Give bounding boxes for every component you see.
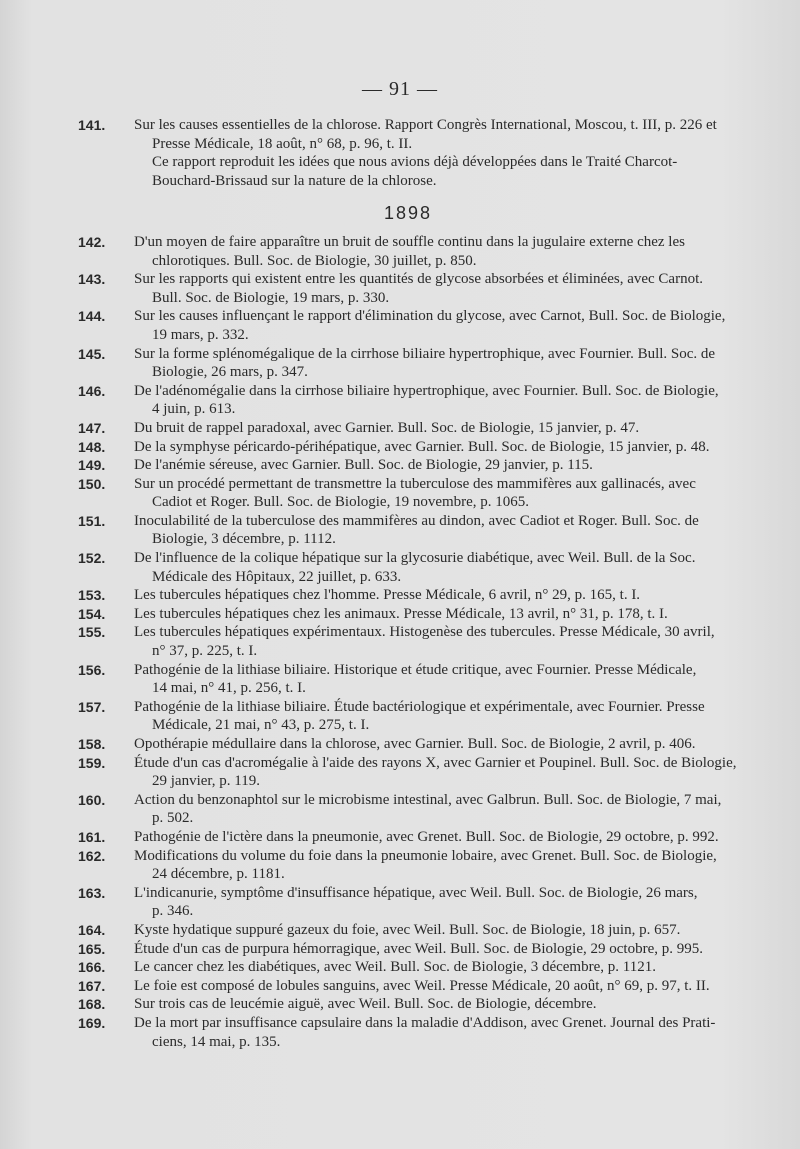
entries-before-year [78,116,738,190]
bibliography-entry [78,307,738,344]
entry-line: 24 décembre, p. 1181. [152,866,285,883]
bibliography-entry [78,995,738,1014]
entry-number: 168. [78,996,106,1013]
entry-number: 142. [78,233,106,250]
entry-line: chlorotiques. Bull. Soc. de Biologie, 30 juillet, p. 850. [152,252,477,269]
entry-number: 148. [78,438,106,455]
entry-number: 164. [78,921,106,938]
entry-line: Médicale des Hôpitaux, 22 juillet, p. 633. [152,568,402,585]
entry-line: De la mort par insuffisance capsulaire dans la maladie d'Addison, avec Grenet. Journal des Prati- [134,1014,716,1031]
entry-number: 143. [78,271,106,288]
entry-line: D'un moyen de faire apparaître un bruit de souffle continu dans la jugulaire externe chez les [134,233,685,250]
entry-number: 161. [78,828,106,845]
entry-number: 145. [78,345,106,362]
bibliography-entry [78,116,738,190]
entry-line: Sur la forme splénomégalique de la cirrhose biliaire hypertrophique, avec Fournier. Bull. Soc. de [134,345,716,362]
entry-line: Cadiot et Roger. Bull. Soc. de Biologie, 19 novembre, p. 1065. [152,494,530,511]
entry-number: 141. [78,117,106,133]
entry-line: Inoculabilité de la tuberculose des mammifères au dindon, avec Cadiot et Roger. Bull. Soc. de [134,512,699,529]
bibliography-entry [78,270,738,307]
entry-line: Pathogénie de la lithiase biliaire. Historique et étude critique, avec Fournier. Presse Médicale, [134,661,697,678]
bibliography-entry [78,475,738,512]
bibliography-entry [78,345,738,382]
entry-number: 156. [78,661,106,678]
entry-line: Bull. Soc. de Biologie, 19 mars, p. 330. [152,289,390,306]
entry-line: p. 346. [152,903,194,920]
entry-number: 160. [78,791,106,808]
entry-line: Sur trois cas de leucémie aiguë, avec Weil. Bull. Soc. de Biologie, décembre. [134,996,597,1013]
entry-line: Kyste hydatique suppuré gazeux du foie, avec Weil. Bull. Soc. de Biologie, 18 juin, p. 657. [134,921,681,938]
bibliography-entry [78,419,738,438]
entry-number: 167. [78,977,106,994]
entry-line: Le cancer chez les diabétiques, avec Weil. Bull. Soc. de Biologie, 3 décembre, p. 1121. [134,959,656,976]
entry-line: De l'influence de la colique hépatique sur la glycosurie diabétique, avec Weil. Bull. de la Soc. [134,550,696,567]
entry-line: Sur les causes essentielles de la chlorose. Rapport Congrès International, Moscou, t. III, p. 226 et [134,117,717,133]
entry-number: 149. [78,457,106,474]
entry-line: 14 mai, n° 41, p. 256, t. I. [152,680,306,697]
entry-line: Sur un procédé permettant de transmettre la tuberculose des mammifères aux gallinacés, avec [134,475,696,492]
entry-line: Presse Médicale, 18 août, n° 68, p. 96, t. II. [152,135,413,152]
entry-number: 147. [78,419,106,436]
bibliography-entry [78,940,738,959]
entry-line: Sur les rapports qui existent entre les quantités de glycose absorbées et éliminées, avec Carnot. [134,271,703,288]
bibliography-entry [78,661,738,698]
bibliography-content [78,116,738,1051]
bibliography-entry [78,754,738,791]
entry-line: Sur les causes influençant le rapport d'élimination du glycose, avec Carnot, Bull. Soc. de Biologie, [134,308,726,325]
entry-line: Pathogénie de l'ictère dans la pneumonie, avec Grenet. Bull. Soc. de Biologie, 29 octobre, p. 992. [134,828,719,845]
bibliography-entry [78,438,738,457]
entry-number: 152. [78,550,106,567]
entry-line: Opothérapie médullaire dans la chlorose, avec Garnier. Bull. Soc. de Biologie, 2 avril, p. 406. [134,736,696,752]
entry-line: Biologie, 26 mars, p. 347. [152,364,308,381]
bibliography-entry [78,828,738,847]
entry-line: Biologie, 3 décembre, p. 1112. [152,531,336,548]
entry-number: 150. [78,475,106,492]
entry-line: Du bruit de rappel paradoxal, avec Garnier. Bull. Soc. de Biologie, 15 janvier, p. 47. [134,419,640,436]
entry-number: 146. [78,382,106,399]
bibliography-entry [78,977,738,996]
entry-number: 166. [78,959,106,976]
entry-number: 158. [78,736,106,752]
entry-line: 4 juin, p. 613. [152,401,236,418]
entry-line: De l'adénomégalie dans la cirrhose biliaire hypertrophique, avec Fournier. Bull. Soc. de Biologie, [134,382,719,399]
bibliography-entry [78,512,738,549]
entries-list [78,233,738,1051]
bibliography-entry [78,791,738,828]
entry-line: De la symphyse péricardo-périhépatique, avec Garnier. Bull. Soc. de Biologie, 15 janvier, p. 48. [134,438,710,455]
entry-line: Ce rapport reproduit les idées que nous avions déjà développées dans le Traité Charcot- [152,154,678,171]
entry-number: 165. [78,940,106,957]
bibliography-entry [78,605,738,624]
entry-line: L'indicanurie, symptôme d'insuffisance hépatique, avec Weil. Bull. Soc. de Biologie, 26 mars, [134,884,698,901]
entry-number: 151. [78,512,106,529]
bibliography-entry [78,233,738,270]
entry-line: p. 502. [152,810,194,827]
entry-line: Action du benzonaphtol sur le microbisme intestinal, avec Galbrun. Bull. Soc. de Biologie, 7 mai, [134,791,722,808]
bibliography-entry [78,698,738,735]
entry-line: n° 37, p. 225, t. I. [152,643,258,660]
entry-number: 154. [78,605,106,622]
entry-line: Étude d'un cas de purpura hémorragique, avec Weil. Bull. Soc. de Biologie, 29 octobre, p. 995. [134,940,703,957]
entry-number: 155. [78,624,106,641]
bibliography-entry [78,382,738,419]
bibliography-entry [78,623,738,660]
bibliography-entry [78,456,738,475]
entry-number: 163. [78,884,106,901]
entry-number: 162. [78,847,106,864]
entry-line: Les tubercules hépatiques expérimentaux. Histogenèse des tubercules. Presse Médicale, 30 avril, [134,624,715,641]
bibliography-entry [78,847,738,884]
bibliography-entry [78,1014,738,1051]
entry-line: Pathogénie de la lithiase biliaire. Étude bactériologique et expérimentale, avec Fournier. Presse [134,698,705,715]
entry-line: Étude d'un cas d'acromégalie à l'aide des rayons X, avec Garnier et Poupinel. Bull. Soc. de Biologie, [134,754,737,771]
entry-line: Bouchard-Brissaud sur la nature de la chlorose. [152,172,437,189]
bibliography-entry [78,884,738,921]
entry-line: Médicale, 21 mai, n° 43, p. 275, t. I. [152,717,370,734]
entry-line: 19 mars, p. 332. [152,326,249,343]
entry-line: Modifications du volume du foie dans la pneumonie lobaire, avec Grenet. Bull. Soc. de Biologie, [134,847,717,864]
entry-number: 169. [78,1014,106,1031]
bibliography-entry [78,735,738,754]
entry-line: ciens, 14 mai, p. 135. [152,1033,281,1050]
bibliography-entry [78,586,738,605]
bibliography-entry [78,958,738,977]
entry-line: Les tubercules hépatiques chez l'homme. Presse Médicale, 6 avril, n° 29, p. 165, t. I. [134,587,641,604]
entry-line: 29 janvier, p. 119. [152,773,260,790]
entry-line: Les tubercules hépatiques chez les animaux. Presse Médicale, 13 avril, n° 31, p. 178, t. I. [134,605,668,622]
year-heading: 1898 [383,203,433,224]
entry-number: 159. [78,754,106,771]
entry-number: 144. [78,308,106,325]
entry-number: 153. [78,587,106,604]
entry-number: 157. [78,698,106,715]
bibliography-entry [78,549,738,586]
page-number: — 91 — [362,78,438,100]
bibliography-entry [78,921,738,940]
entry-line: Le foie est composé de lobules sanguins, avec Weil. Presse Médicale, 20 août, n° 69, p. 97, t. II. [134,977,710,994]
entry-line: De l'anémie séreuse, avec Garnier. Bull. Soc. de Biologie, 29 janvier, p. 115. [134,457,593,474]
